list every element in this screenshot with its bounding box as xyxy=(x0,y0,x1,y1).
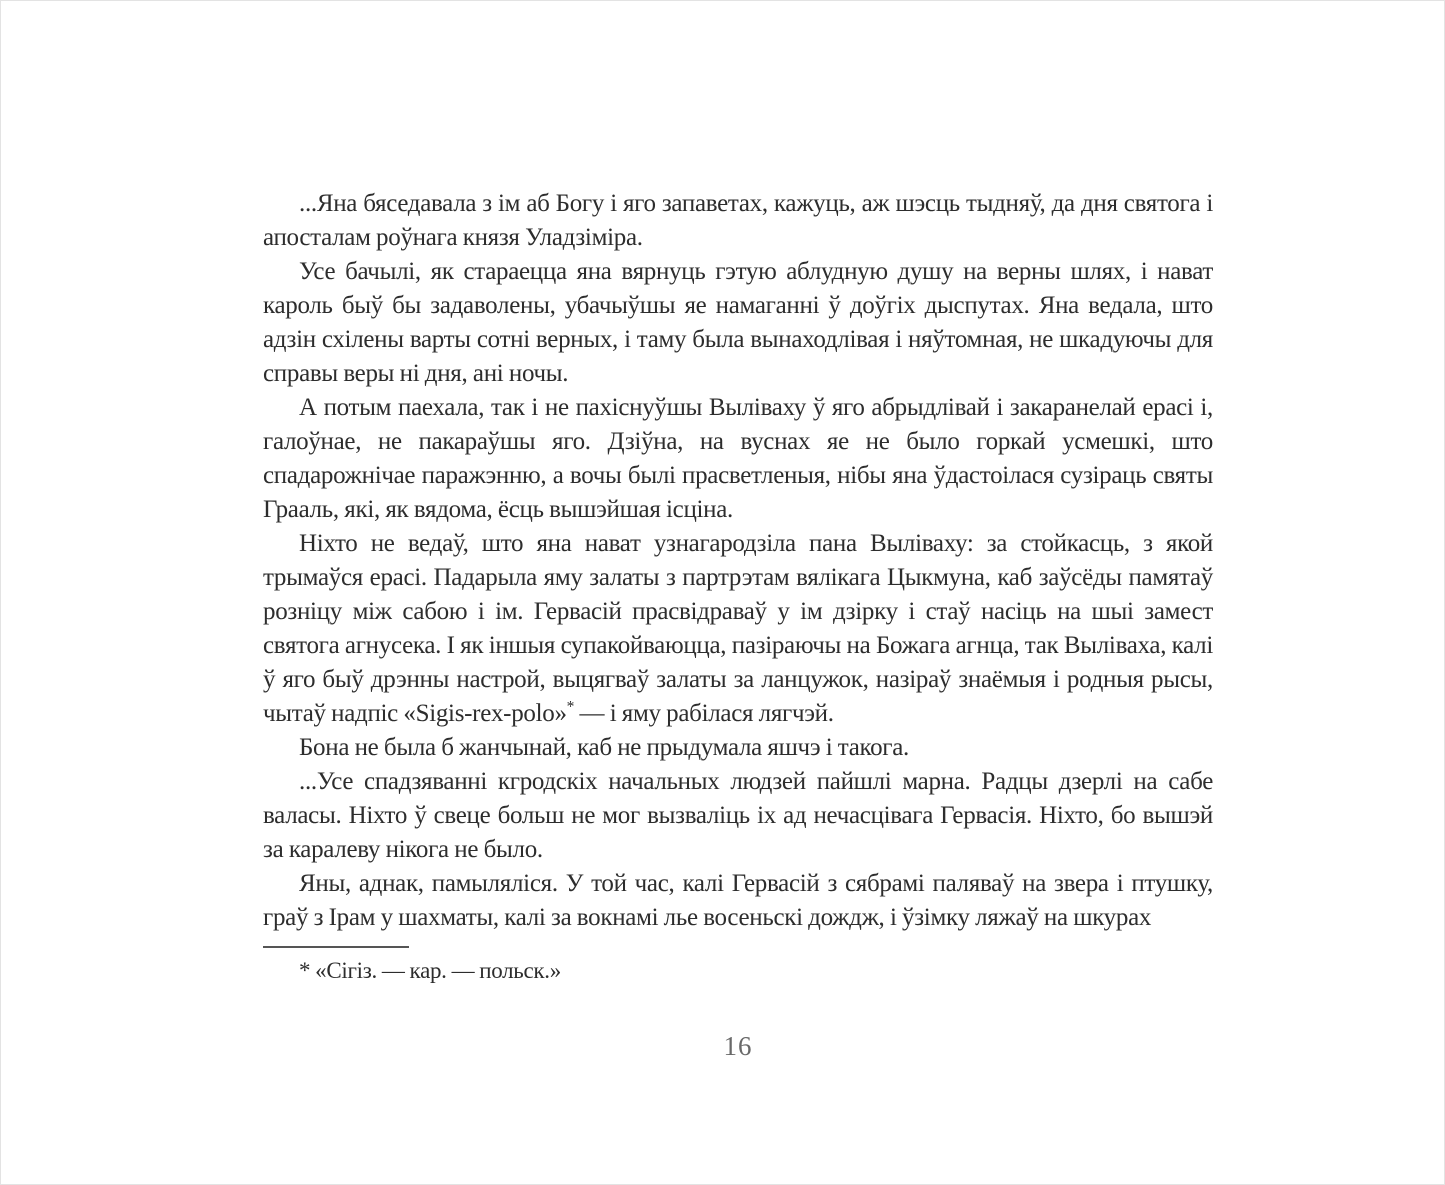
page-number: 16 xyxy=(723,1031,753,1061)
page-text-block xyxy=(263,187,1213,987)
paragraph-1-text: ...Яна бяседавала з ім аб Богу і яго запаветах, кажуць, аж шэсць тыдняў, да дня святога і апосталам роўнага князя Уладзіміра. xyxy=(263,190,1213,251)
paragraph-4 xyxy=(263,527,1213,731)
paragraph-7 xyxy=(263,867,1213,935)
paragraph-3-text: А потым паехала, так і не пахіснуўшы Выліваху ў яго абрыдлівай і закаранелай ерасі і, галоўнае, не пакараўшы яго. Дзіўна, на вуснах яе не было горкай усмешкі, што спадарожнічае паражэнню, а вочы былі прасветленыя, нібы яна ўдастоілася сузіраць святы Грааль, які, як вядома, ёсць вышэйшая ісціна. xyxy=(263,394,1213,523)
paragraph-6-text: ...Усе спадзяванні кгродскіх начальных людзей пайшлі марна. Радцы дзерлі на сабе валасы. Ніхто ў свеце больш не мог вызваліць іх ад нечасцівага Гервасія. Ніхто, бо вышэй за каралеву нікога не было. xyxy=(263,768,1213,863)
footnote-text: * «Сігіз. — кар. — польск.» xyxy=(299,958,561,983)
paragraph-1 xyxy=(263,187,1213,255)
paragraph-4-text-before: Ніхто не ведаў, што яна нават узнагародзіла пана Выліваху: за стойкасць, з якой трымаўся ерасі. Падарыла яму залаты з партрэтам вялікага Цыкмуна, каб заўсёды памятаў розніцу між сабою і ім. Гервасій прасвідраваў у ім дзірку і стаў насіць на шыі замест святога агнусека. І як іншыя супакойваюцца, пазіраючы на Божага агнца, так Выліваха, калі ў яго быў дрэнны настрой, выцягваў залаты за ланцужок, назіраў знаёмыя і родныя рысы, чытаў надпіс «Sigis-rex-polo» xyxy=(263,530,1213,727)
paragraph-5 xyxy=(263,731,1213,765)
footnote-marker: * xyxy=(566,698,575,716)
paragraph-5-text: Бона не была б жанчынай, каб не прыдумала яшчэ і такога. xyxy=(299,734,909,761)
footnote-separator-rule xyxy=(263,946,409,948)
paragraph-7-text: Яны, аднак, памыляліся. У той час, калі Гервасій з сябрамі паляваў на звера і птушку, граў з Ірам у шахматы, калі за вокнамі лье восеньскі дождж, і ўзімку ляжаў на шкурах xyxy=(263,870,1213,931)
paragraph-3 xyxy=(263,391,1213,527)
paragraph-4-text-after: — і яму рабілася лягчэй. xyxy=(574,700,834,727)
paragraph-2-text: Усе бачылі, як стараецца яна вярнуць гэтую аблудную душу на верны шлях, і нават кароль быў бы задаволены, убачыўшы яе намаганні ў доўгіх дыспутах. Яна ведала, што адзін схілены варты сотні верных, і таму была вынаходлівая і няўтомная, не шкадуючы для справы веры ні дня, ані ночы. xyxy=(263,258,1213,387)
paragraph-6 xyxy=(263,765,1213,867)
paragraph-2 xyxy=(263,255,1213,391)
